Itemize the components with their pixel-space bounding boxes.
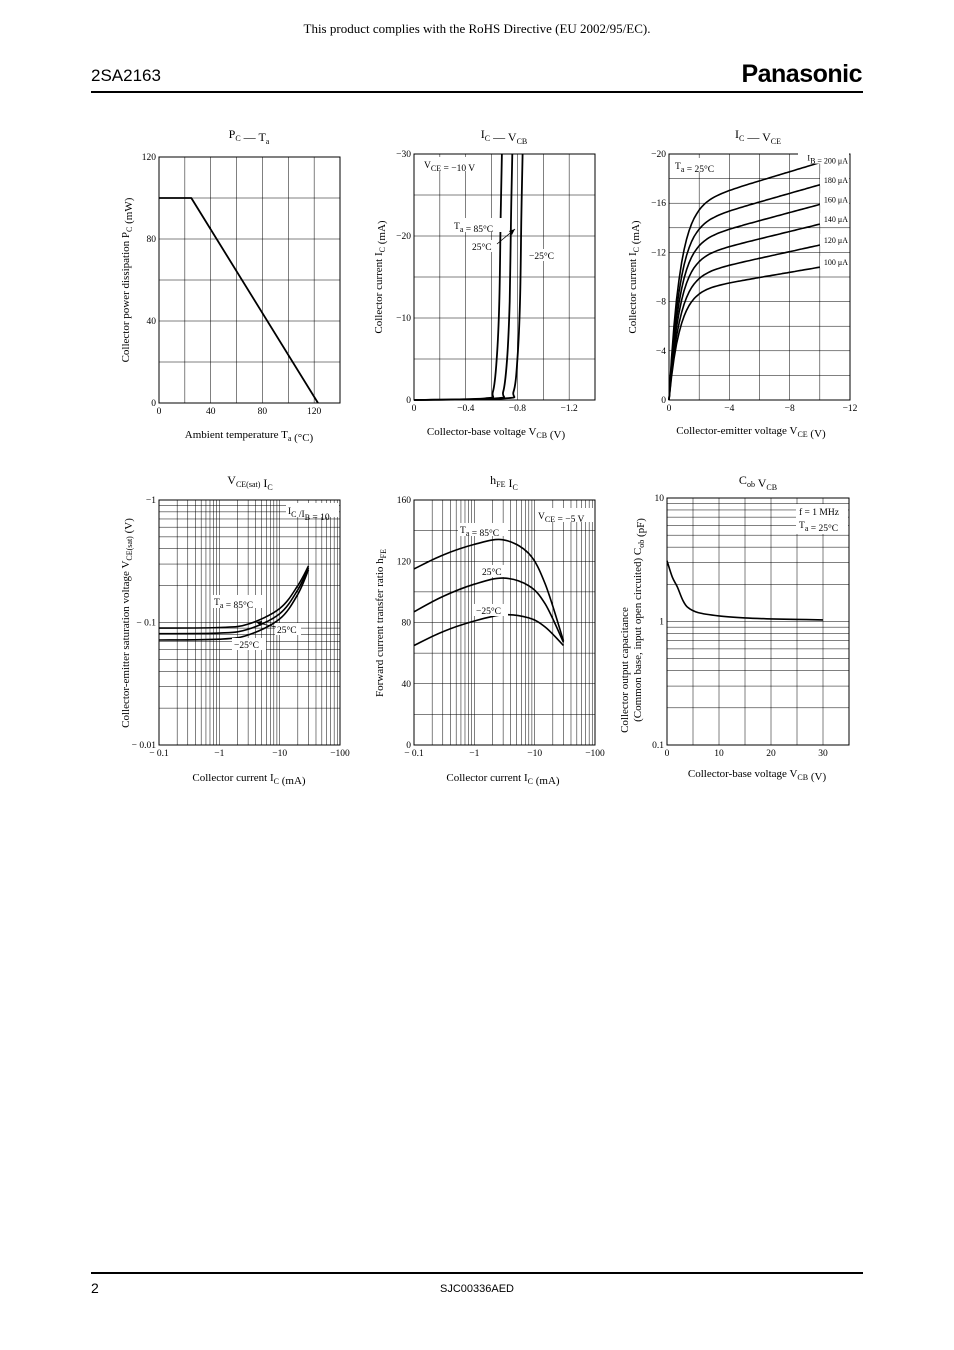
chart-hfe-ic-xtick: − 0.1	[404, 749, 424, 759]
chart-ic-vce-ytick: −12	[651, 248, 666, 259]
chart-hfe-ic-label-25: 25°C	[482, 568, 502, 578]
chart-cob-vcb-title-sub: CB	[766, 483, 778, 492]
chart-ic-vcb-title	[481, 127, 527, 146]
chart-hfe-ic-xtick: −10	[527, 749, 543, 759]
chart-ic-vce-ytick: −4	[655, 346, 666, 357]
chart-ic-vce-label: 180 μA	[823, 175, 848, 185]
chart-ic-vce-curve-0	[669, 163, 820, 400]
chart-ic-vcb-label-25: 25°C	[472, 243, 492, 253]
chart-vcesat-ic-label-85-part: T	[214, 598, 220, 608]
chart-pc-ta-xlabel-part: (°C)	[291, 432, 314, 444]
chart-hfe-ic-ytick: 40	[401, 679, 411, 690]
chart-vcesat-ic-ylabel	[120, 518, 135, 728]
chart-hfe-ic-label-m25: −25°C	[476, 607, 501, 617]
chart-ic-vcb-ylabel-part: (mA)	[376, 220, 388, 247]
chart-hfe-ic-xlabel-part: Collector current I	[446, 772, 528, 784]
chart-vcesat-ic-xtick: −100	[330, 749, 350, 759]
chart-hfe-ic-xlabel-part: (mA)	[533, 775, 560, 787]
chart-ic-vce-label: 120 μA	[823, 236, 848, 246]
chart-ic-vce-ytick: −20	[651, 150, 666, 160]
chart-vcesat-ic-label-85-sub: a	[219, 601, 224, 610]
footer-rule	[91, 1272, 863, 1274]
chart-pc-ta-ytick: 120	[141, 153, 156, 163]
chart-vcesat-ic-title-sub: CE(sat)	[235, 480, 261, 489]
chart-vcesat-ic-ylabel-part: (V)	[123, 518, 135, 537]
chart-hfe-ic-title-part: h	[490, 473, 497, 487]
chart-hfe-ic-curve-2	[414, 615, 564, 646]
chart-pc-ta-title-sub: a	[265, 137, 270, 146]
chart-ic-vce-condition-part: T	[675, 162, 681, 172]
chart-pc-ta-title-part: —	[240, 130, 259, 144]
chart-hfe-ic-ytick: 160	[396, 496, 411, 506]
chart-vcesat-ic-ytick: −1	[145, 496, 156, 506]
chart-ic-vcb-label-85-part: T	[454, 222, 460, 232]
chart-ic-vce-title	[735, 127, 781, 146]
chart-pc-ta-title-sub: C	[235, 134, 241, 143]
chart-ic-vce-condition-sub: a	[680, 165, 685, 174]
doc-code: SJC00336AED	[440, 1283, 514, 1295]
chart-pc-ta-title	[229, 127, 270, 146]
chart-ic-vcb-label-85-part: = 85°C	[463, 225, 494, 235]
chart-ic-vcb-title-part: I	[480, 127, 485, 141]
chart-cob-vcb-xtick: 0	[664, 749, 670, 759]
chart-hfe-ic-ylabel	[374, 549, 388, 697]
chart-pc-ta-xlabel	[185, 429, 314, 444]
chart-ic-vcb-xtick: −1.2	[560, 404, 578, 414]
chart-ic-vcb-condition-part: V	[424, 161, 431, 171]
chart-hfe-ic-title-sub: C	[512, 483, 518, 492]
chart-vcesat-ic-condition-part: I	[288, 507, 292, 517]
chart-ic-vce-label: 100 μA	[823, 258, 848, 268]
chart-ic-vce-ylabel-part: Collector current I	[627, 252, 639, 334]
chart-cob-vcb-title-sub: ob	[746, 480, 755, 489]
chart-ic-vcb-title-sub: CB	[516, 137, 528, 146]
chart-vcesat-ic-ytick: − 0.01	[131, 741, 156, 751]
chart-pc-ta-xlabel-part: Ambient temperature T	[184, 429, 288, 441]
chart-ic-vcb-xlabel-part: Collector-base voltage V	[426, 426, 537, 438]
chart-vcesat-ic-title-part: V	[227, 473, 236, 487]
chart-pc-ta-ytick: 40	[146, 317, 156, 327]
chart-vcesat-ic-xtick: −1	[214, 749, 225, 759]
chart-vcesat-ic-condition-part: = 10	[310, 513, 330, 523]
chart-ic-vcb-ylabel-part: Collector current I	[373, 252, 385, 334]
chart-pc-ta-xlabel-sub: a	[287, 434, 292, 443]
chart-ic-vcb-ytick: 0	[406, 396, 411, 406]
chart-vcesat-ic-label-85-part: = 85°C	[223, 601, 254, 611]
chart-cob-vcb-condition2-part: = 25°C	[808, 524, 839, 534]
chart-ic-vcb-ylabel-sub: C	[378, 246, 387, 253]
chart-hfe-ic-ylabel-part: Forward current transfer ratio h	[374, 558, 386, 698]
chart-ic-vcb-condition-part: = −10 V	[441, 164, 476, 174]
part-number: 2SA2163	[91, 66, 161, 85]
chart-ic-vcb-ytick: −10	[396, 314, 411, 324]
chart-ic-vce-xtick: −12	[842, 404, 858, 414]
chart-ic-vce-label-sub: B	[810, 156, 816, 166]
chart-hfe-ic-xtick: −100	[585, 749, 605, 759]
chart-ic-vcb-xlabel	[427, 426, 566, 441]
chart-pc-ta-ylabel-sub: C	[125, 226, 134, 232]
brand-logo: Panasonic	[741, 60, 862, 88]
chart-cob-vcb-title-part: V	[757, 476, 767, 490]
chart-cob-vcb-xtick: 10	[714, 749, 724, 759]
chart-ic-vcb-title-sub: C	[484, 134, 491, 143]
chart-cob-vcb-xtick: 20	[766, 749, 776, 759]
chart-ic-vce-label: 140 μA	[823, 215, 848, 225]
chart-hfe-ic-xtick: −1	[469, 749, 480, 759]
chart-ic-vce-curve-1	[669, 185, 820, 400]
chart-ic-vce-xtick: 0	[666, 404, 672, 414]
chart-hfe-ic-title	[490, 473, 518, 492]
chart-vcesat-ic-title	[227, 473, 272, 492]
chart-vcesat-ic-condition-sub: C	[291, 510, 297, 519]
chart-hfe-ic-condition-sub: CE	[544, 515, 556, 524]
chart-pc-ta-xtick: 0	[156, 407, 162, 417]
chart-ic-vce-title-part: V	[762, 130, 771, 144]
chart-ic-vce-xtick: −4	[724, 404, 735, 414]
chart-cob-vcb-condition2-sub: a	[804, 524, 809, 533]
chart-ic-vce-ytick: −16	[651, 199, 666, 210]
chart-ic-vcb-ytick: −30	[396, 150, 411, 160]
chart-vcesat-ic-xlabel	[192, 772, 306, 787]
chart-ic-vcb-label-m25: −25°C	[529, 252, 554, 262]
chart-ic-vcb-ytick: −20	[396, 232, 411, 242]
chart-pc-ta-ylabel-part: (mW)	[123, 197, 135, 227]
chart-ic-vcb-xlabel-part: (V)	[547, 429, 566, 441]
chart-pc-ta-curve	[159, 198, 318, 403]
chart-pc-ta-title-part: T	[258, 130, 266, 144]
chart-cob-vcb-ytick: 10	[654, 494, 664, 504]
chart-vcesat-ic-condition-part: /I	[296, 510, 305, 520]
chart-vcesat-ic-xtick: − 0.1	[149, 749, 169, 759]
chart-ic-vcb-xlabel-sub: CB	[536, 431, 548, 440]
chart-ic-vcb-label-85-sub: a	[459, 225, 464, 234]
chart-pc-ta-ytick: 0	[151, 399, 156, 409]
chart-cob-vcb-condition: f = 1 MHz	[799, 508, 839, 518]
chart-ic-vce-ytick: 0	[661, 396, 666, 406]
chart-cob-vcb-ytick: 1	[659, 617, 664, 628]
chart-cob-vcb-xtick: 30	[818, 749, 828, 759]
chart-vcesat-ic-title-sub: C	[267, 483, 273, 492]
chart-pc-ta-xtick: 40	[205, 407, 216, 417]
chart-ic-vce-condition-part: = 25°C	[684, 165, 715, 175]
chart-ic-vce-ytick: −8	[655, 297, 666, 308]
chart-hfe-ic-label-85-sub: a	[465, 529, 470, 538]
chart-hfe-ic-curve-0	[414, 539, 564, 640]
chart-hfe-ic-title-part: I	[508, 476, 513, 490]
chart-cob-vcb-title	[739, 473, 777, 492]
chart-cob-vcb-ylabel2	[632, 518, 647, 722]
chart-cob-vcb-xlabel	[688, 768, 827, 783]
chart-hfe-ic-ytick: 120	[396, 557, 411, 568]
chart-hfe-ic-xlabel-sub: C	[527, 777, 534, 786]
chart-ic-vcb-title-part: —	[490, 130, 508, 144]
chart-cob-vcb-condition2-part: T	[799, 521, 805, 531]
chart-ic-vcb-xtick: −0.8	[508, 404, 527, 414]
chart-cob-vcb-ylabel2-sub: ob	[637, 539, 646, 548]
chart-ic-vcb-ylabel	[373, 220, 388, 334]
chart-hfe-ic-label-85-part: T	[460, 526, 466, 536]
chart-ic-vcb-title-part: V	[507, 130, 517, 144]
chart-ic-vcb-condition-sub: CE	[430, 164, 442, 173]
chart-vcesat-ic-xlabel-sub: C	[273, 777, 280, 786]
chart-vcesat-ic-xlabel-part: (mA)	[279, 775, 306, 787]
chart-ic-vce-title-sub: CE	[770, 137, 782, 146]
chart-hfe-ic-condition-part: V	[538, 512, 545, 522]
chart-hfe-ic-xlabel	[446, 772, 560, 787]
chart-cob-vcb-xlabel-sub: CB	[797, 773, 809, 782]
chart-ic-vce-title-part: I	[734, 127, 739, 141]
chart-ic-vcb-xtick: 0	[411, 404, 417, 414]
chart-pc-ta-ytick: 80	[146, 235, 156, 245]
chart-hfe-ic-ytick: 0	[406, 741, 411, 751]
chart-vcesat-ic-label-25: 25°C	[277, 626, 297, 636]
chart-vcesat-ic-title-part: I	[263, 476, 268, 490]
chart-cob-vcb-ylabel2-part: (pF)	[635, 518, 647, 540]
chart-cob-vcb-title-part: C	[738, 473, 747, 487]
chart-vcesat-ic-ytick: − 0.1	[136, 618, 156, 629]
chart-cob-vcb-ylabel2-part: (Common base, input open circuited) C	[632, 547, 644, 722]
chart-ic-vce-label: 160 μA	[823, 195, 848, 205]
chart-cob-vcb-xlabel-part: (V)	[808, 771, 827, 783]
chart-ic-vce-title-sub: C	[738, 134, 745, 143]
chart-hfe-ic-ytick: 80	[401, 618, 411, 629]
chart-ic-vce-ylabel-part: (mA)	[630, 220, 642, 247]
chart-vcesat-ic-ylabel-sub: CE(sat)	[125, 536, 134, 561]
chart-ic-vce-ylabel-sub: C	[632, 246, 641, 253]
chart-ic-vce-curve-4	[669, 245, 820, 400]
chart-pc-ta-ylabel	[120, 197, 135, 362]
chart-ic-vce-ylabel	[627, 220, 642, 334]
chart-pc-ta-xtick: 80	[257, 407, 268, 417]
chart-hfe-ic-label-85-part: = 85°C	[469, 529, 500, 539]
chart-vcesat-ic-label-m25: −25°C	[234, 641, 259, 651]
chart-vcesat-ic-condition-sub: B	[304, 513, 311, 522]
chart-ic-vce-title-part: —	[744, 130, 763, 144]
chart-cob-vcb-ylabel: Collector output capacitance	[619, 607, 631, 733]
chart-pc-ta-title-part: P	[228, 127, 236, 141]
chart-ic-vcb-xtick: −0.4	[457, 404, 475, 414]
chart-vcesat-ic-xtick: −10	[272, 749, 288, 759]
chart-vcesat-ic-xlabel-part: Collector current I	[192, 772, 274, 784]
page-number: 2	[91, 1280, 99, 1296]
chart-ic-vce-label-part: = 200 μA	[815, 156, 848, 166]
chart-hfe-ic-title-sub: FE	[496, 480, 506, 489]
chart-cob-vcb-ytick: 0.1	[652, 741, 664, 751]
chart-ic-vce-label-part: I	[807, 153, 811, 163]
chart-pc-ta-xtick: 120	[307, 407, 322, 417]
chart-ic-vce-xlabel-sub: CE	[797, 430, 808, 439]
chart-ic-vce-xlabel	[676, 425, 826, 440]
chart-ic-vce-xtick: −8	[784, 404, 795, 414]
chart-ic-vce-xlabel-part: Collector-emitter voltage V	[676, 425, 798, 437]
rohs-notice: This product complies with the RoHS Directive (EU 2002/95/EC).	[303, 21, 651, 36]
chart-hfe-ic-ylabel-sub: FE	[379, 548, 388, 559]
chart-pc-ta-ylabel-part: Collector power dissipation P	[120, 231, 132, 363]
chart-ic-vce-xlabel-part: (V)	[807, 428, 826, 440]
chart-hfe-ic-condition-part: = −5 V	[555, 515, 585, 525]
chart-cob-vcb-xlabel-part: Collector-base voltage V	[687, 768, 798, 780]
chart-vcesat-ic-ylabel-part: Collector-emitter saturation voltage V	[120, 560, 132, 728]
